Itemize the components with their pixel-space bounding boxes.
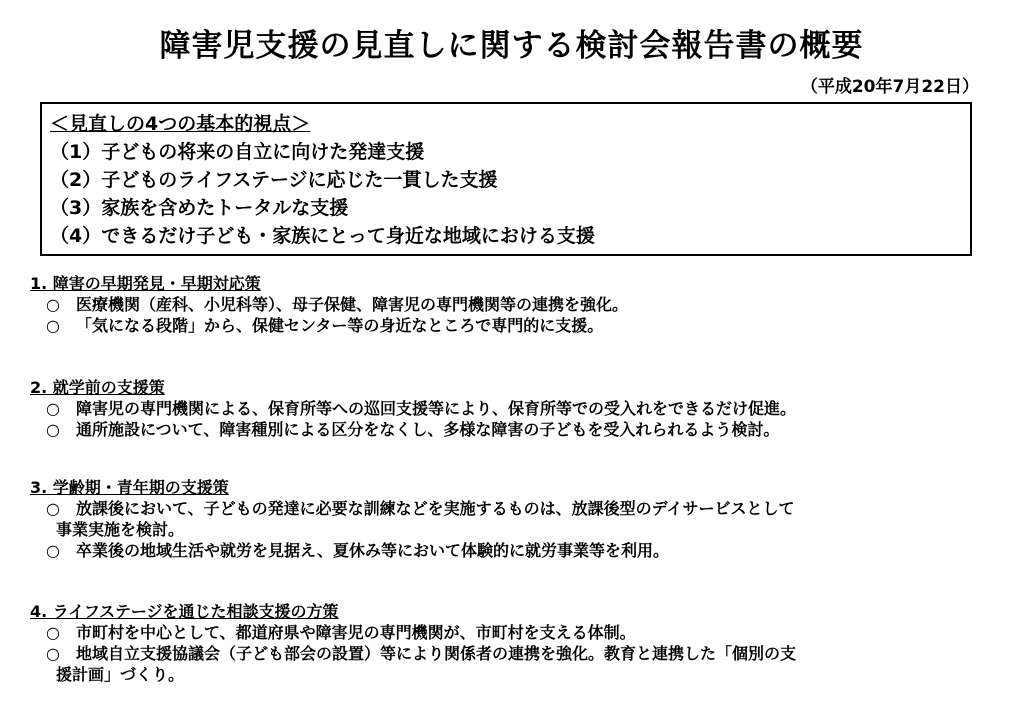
list-item-text: 障害児の専門機関による、保育所等への巡回支援等により、保育所等での受入れをできるだけ促進。 [76, 399, 797, 418]
list-item-text: 地域自立支援協議会（子ども部会の設置）等により関係者の連携を強化。教育と連携した「個別の支 [76, 644, 797, 663]
list-item-text: 医療機関（産科、小児科等）、母子保健、障害児の専門機関等の連携を強化。 [76, 295, 629, 314]
list-item-text: 「気になる段階」から、保健センター等の身近なところで専門的に支援。 [76, 316, 604, 335]
list-item [30, 540, 1000, 561]
section-heading: 3. 学齢期・青年期の支援策 [30, 478, 229, 497]
list-item-text: 通所施設について、障害種別による区分をなくし、多様な障害の子どもを受入れられるよう検討。 [76, 420, 780, 439]
bullet-circle-icon: ○ [46, 420, 60, 439]
page-title: 障害児支援の見直しに関する検討会報告書の概要 [159, 28, 864, 64]
section-school-age [30, 477, 1000, 561]
list-item [30, 498, 1000, 519]
list-item-text: 卒業後の地域生活や就労を見据え、夏休み等において体験的に就労事業等を利用。 [76, 541, 669, 560]
bullet-circle-icon: ○ [46, 295, 60, 314]
list-item [30, 622, 1000, 643]
bullet-circle-icon: ○ [46, 541, 60, 560]
section-heading: 1. 障害の早期発見・早期対応策 [30, 274, 261, 293]
report-date: （平成20年7月22日） [800, 77, 979, 97]
section-heading: 4. ライフステージを通じた相談支援の方策 [30, 602, 339, 621]
section-heading: 2. 就学前の支援策 [30, 378, 165, 397]
bullet-circle-icon: ○ [46, 399, 60, 418]
list-item [30, 398, 1000, 419]
viewpoint-item-3: （3）家族を含めたトータルな支援 [50, 197, 349, 219]
viewpoints-box [40, 102, 972, 256]
viewpoint-item-2: （2）子どものライフステージに応じた一貫した支援 [50, 169, 498, 191]
list-item [30, 315, 1000, 336]
list-item [30, 294, 1000, 315]
list-item-text: 市町村を中心として、都道府県や障害児の専門機関が、市町村を支える体制。 [76, 623, 636, 642]
bullet-circle-icon: ○ [46, 623, 60, 642]
section-preschool [30, 377, 1000, 440]
bullet-circle-icon: ○ [46, 644, 60, 663]
viewpoint-item-4: （4）できるだけ子ども・家族にとって身近な地域における支援 [50, 225, 595, 247]
viewpoint-item-1: （1）子どもの将来の自立に向けた発達支援 [50, 141, 425, 163]
bullet-circle-icon: ○ [46, 316, 60, 335]
list-item-continuation: 援計画」づくり。 [56, 665, 185, 684]
list-item-text: 放課後において、子どもの発達に必要な訓練などを実施するものは、放課後型のデイサービスとして [76, 499, 795, 518]
list-item [30, 643, 1000, 664]
section-consultation [30, 601, 1000, 685]
viewpoints-heading: ＜見直しの4つの基本的視点＞ [50, 113, 311, 135]
section-early-detection [30, 273, 1000, 336]
list-item [30, 419, 1000, 440]
bullet-circle-icon: ○ [46, 499, 60, 518]
list-item-continuation: 事業実施を検討。 [56, 520, 185, 539]
